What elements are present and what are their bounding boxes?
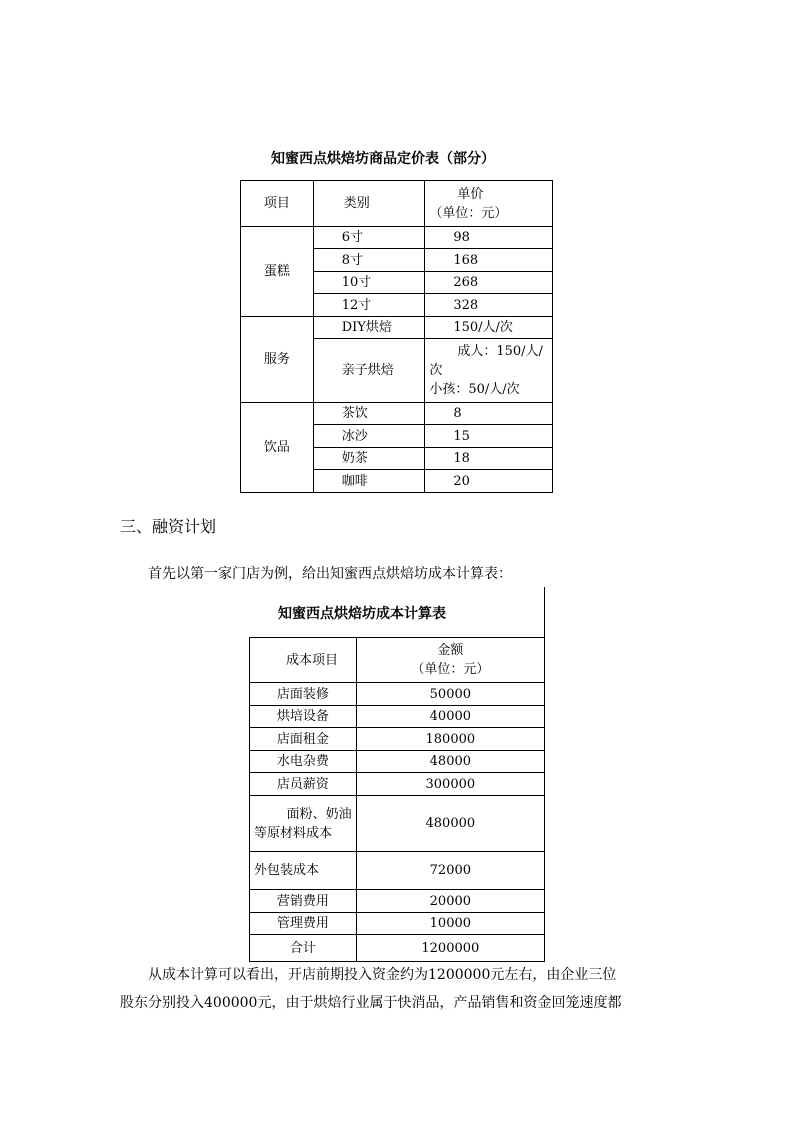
price-cell: 98 (425, 227, 553, 249)
cost-item-cell: 营销费用 (250, 890, 357, 913)
category-cell: 咖啡 (313, 470, 425, 493)
group-service: 服务 (241, 317, 314, 403)
amount-cell: 50000 (356, 683, 544, 706)
category-cell: 奶茶 (313, 448, 425, 470)
cost-header-row (250, 638, 545, 683)
amount-cell: 10000 (356, 913, 544, 935)
cost-table (249, 637, 545, 962)
category-cell: DIY烘焙 (313, 317, 425, 339)
closing-paragraph-line2: 股东分别投入400000元，由于烘焙行业属于快消品，产品销售和资金回笼速度都 (120, 995, 622, 1011)
price-cell: 18 (425, 448, 553, 470)
cost-item-cell: 水电杂费 (250, 751, 357, 773)
price-cell (425, 339, 553, 403)
pricing-table-title: 知蜜西点烘焙坊商品定价表（部分） (271, 151, 495, 167)
closing-paragraph-line1: 从成本计算可以看出，开店前期投入资金约为1200000元左右，由企业三位 (148, 967, 617, 983)
table-row (250, 728, 545, 751)
pricing-header-row (241, 181, 553, 227)
price-adult-line: 成人：150/人/ (457, 344, 543, 359)
cost-item-cell (250, 796, 357, 852)
price-cell: 8 (425, 403, 553, 425)
intro-paragraph: 首先以第一家门店为例，给出知蜜西点烘焙坊成本计算表： (148, 566, 512, 582)
price-cell: 168 (425, 249, 553, 272)
cost-item-line1: 面粉、奶油 (286, 806, 352, 822)
amount-cell: 72000 (356, 852, 544, 890)
amount-cell: 20000 (356, 890, 544, 913)
cost-item-cell: 店员薪资 (250, 773, 357, 796)
table-row (250, 751, 545, 773)
group-drinks: 饮品 (241, 403, 314, 493)
header-cost-item: 成本项目 (250, 638, 357, 683)
header-category: 类别 (313, 181, 425, 227)
price-cell: 268 (425, 272, 553, 294)
price-cell: 15 (425, 425, 553, 448)
title-border-line (544, 587, 545, 638)
header-amount-line1: 金额 (437, 643, 464, 658)
price-child-line: 小孩：50/人/次 (429, 382, 520, 397)
category-cell: 亲子烘焙 (313, 339, 425, 403)
header-price-line1: 单价 (457, 186, 484, 202)
amount-cell: 180000 (356, 728, 544, 751)
amount-cell: 48000 (356, 751, 544, 773)
cost-table-title: 知蜜西点烘焙坊成本计算表 (278, 606, 446, 622)
amount-cell: 300000 (356, 773, 544, 796)
header-item: 项目 (241, 181, 314, 227)
table-row (250, 852, 545, 890)
category-cell: 12寸 (313, 294, 425, 317)
total-amount-cell: 1200000 (356, 935, 544, 962)
cost-item-cell: 店面装修 (250, 683, 357, 706)
category-cell: 8寸 (313, 249, 425, 272)
price-adult-wrap-line: 次 (429, 363, 443, 378)
group-cake: 蛋糕 (241, 227, 314, 317)
price-cell: 328 (425, 294, 553, 317)
cost-item-cell: 外包装成本 (250, 852, 357, 890)
category-cell: 茶饮 (313, 403, 425, 425)
total-label-cell: 合计 (250, 935, 357, 962)
cost-total-row (250, 935, 545, 962)
category-cell: 6寸 (313, 227, 425, 249)
table-row (250, 773, 545, 796)
header-amount-line2: （单位：元） (411, 662, 490, 677)
table-row (250, 683, 545, 706)
cost-item-cell: 店面租金 (250, 728, 357, 751)
amount-cell: 40000 (356, 706, 544, 728)
table-row (250, 890, 545, 913)
table-row (241, 317, 553, 339)
category-cell: 10寸 (313, 272, 425, 294)
price-cell: 150/人/次 (425, 317, 553, 339)
pricing-table (240, 180, 553, 493)
table-row (241, 403, 553, 425)
table-row (250, 796, 545, 852)
table-row (241, 227, 553, 249)
table-row (250, 706, 545, 728)
cost-item-cell: 烘培设备 (250, 706, 357, 728)
header-amount (356, 638, 544, 683)
cost-item-line2: 等原材料成本 (254, 825, 333, 841)
table-row (250, 913, 545, 935)
section-heading: 三、融资计划 (120, 517, 217, 536)
cost-item-cell: 管理费用 (250, 913, 357, 935)
category-cell: 冰沙 (313, 425, 425, 448)
amount-cell: 480000 (356, 796, 544, 852)
price-cell: 20 (425, 470, 553, 493)
header-price-line2: （单位：元） (429, 205, 508, 221)
header-price (425, 181, 553, 227)
